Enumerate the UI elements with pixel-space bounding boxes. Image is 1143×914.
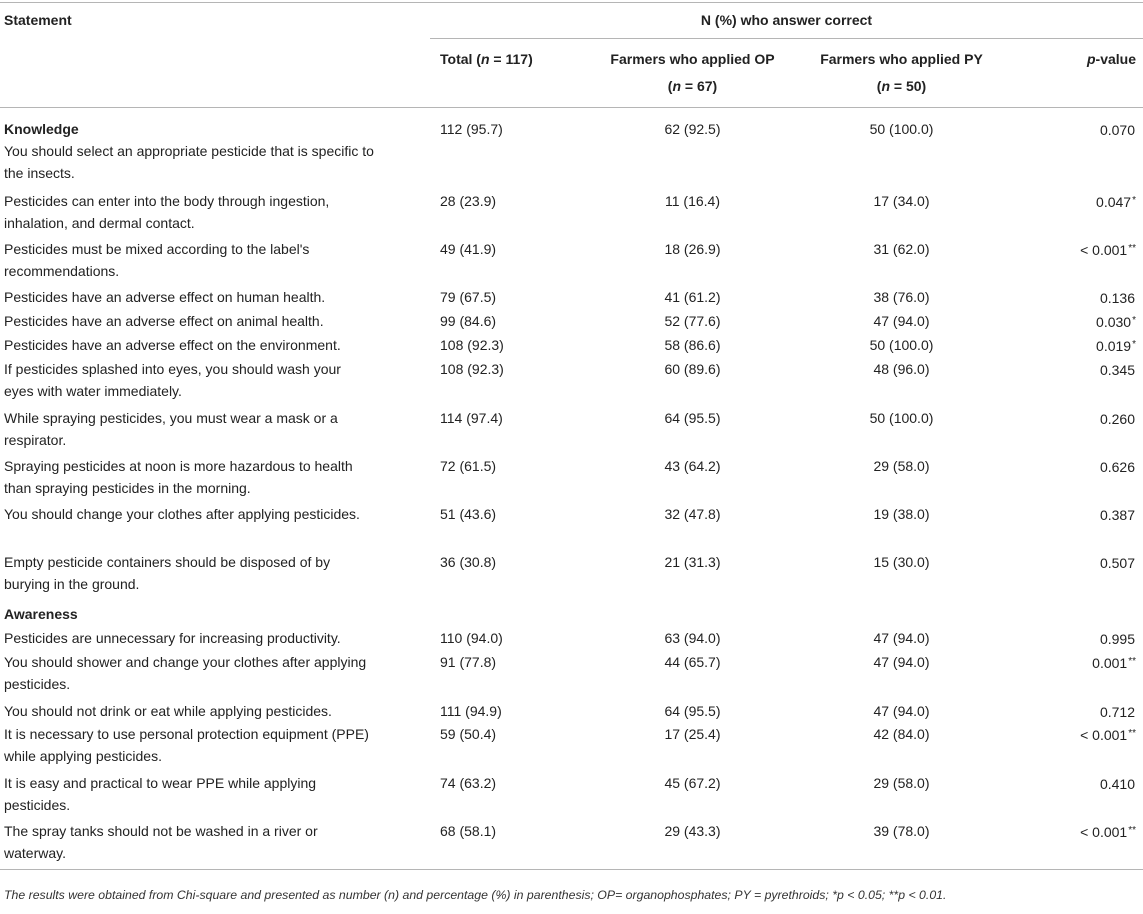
row-total: 79 (67.5) <box>440 289 497 305</box>
row-p-value <box>980 310 1136 333</box>
row-p-number: 0.712 <box>1099 704 1135 720</box>
row-statement: Pesticides can enter into the body through ingestion, inhalation, and dermal contact. <box>4 193 330 231</box>
header-bottom-rule <box>0 107 1143 108</box>
row-p-number: 0.387 <box>1099 507 1135 523</box>
row-p-value <box>980 772 1136 795</box>
row-total: 28 (23.9) <box>440 193 497 209</box>
row-p-value <box>980 407 1136 430</box>
row-p-value <box>980 358 1136 381</box>
row-p-value <box>980 334 1136 357</box>
row-op: 60 (89.6) <box>664 361 721 377</box>
row-p-number: 0.001 <box>1092 655 1128 671</box>
row-p-number: 0.995 <box>1099 631 1135 647</box>
row-significance-mark: * <box>1132 339 1136 350</box>
row-total: 72 (61.5) <box>440 458 497 474</box>
header-py: Farmers who applied PY <box>820 51 983 67</box>
row-p-value <box>980 190 1136 213</box>
row-statement: Pesticides must be mixed according to the label's recommendations. <box>4 241 310 279</box>
row-op: 32 (47.8) <box>664 506 721 522</box>
row-op: 62 (92.5) <box>664 121 721 137</box>
row-p-value <box>980 455 1136 478</box>
row-total: 91 (77.8) <box>440 654 497 670</box>
row-statement: It is necessary to use personal protection equipment (PPE) while applying pesticides. <box>4 726 369 764</box>
row-statement: It is easy and practical to wear PPE while applying pesticides. <box>4 775 317 813</box>
row-statement: Pesticides have an adverse effect on the environment. <box>4 337 341 353</box>
header-total: Total (n = 117) <box>440 51 533 67</box>
row-p-number: 0.136 <box>1099 290 1135 306</box>
row-py: 48 (96.0) <box>873 361 930 377</box>
row-py: 39 (78.0) <box>873 823 930 839</box>
row-total: 59 (50.4) <box>440 726 497 742</box>
row-op: 52 (77.6) <box>664 313 721 329</box>
row-py: 50 (100.0) <box>869 121 934 137</box>
row-p-number: 0.019 <box>1096 338 1132 354</box>
row-op: 63 (94.0) <box>664 630 721 646</box>
row-op: 44 (65.7) <box>664 654 721 670</box>
row-py: 47 (94.0) <box>873 654 930 670</box>
row-op: 58 (86.6) <box>664 337 721 353</box>
row-op: 45 (67.2) <box>664 775 721 791</box>
row-py: 29 (58.0) <box>873 458 930 474</box>
row-py: 47 (94.0) <box>873 630 930 646</box>
row-op: 17 (25.4) <box>664 726 721 742</box>
table-bottom-rule <box>0 869 1143 870</box>
row-py: 47 (94.0) <box>873 313 930 329</box>
row-py: 50 (100.0) <box>869 410 934 426</box>
row-p-number: 0.626 <box>1099 459 1135 475</box>
row-p-number: 0.410 <box>1099 776 1135 792</box>
header-group-rule <box>430 38 1143 39</box>
section-knowledge: Knowledge <box>4 121 79 137</box>
row-significance-mark: ** <box>1128 656 1136 667</box>
row-op: 21 (31.3) <box>664 554 721 570</box>
row-statement: While spraying pesticides, you must wear a mask or a respirator. <box>4 410 338 448</box>
row-p-number: 0.507 <box>1099 555 1135 571</box>
row-significance-mark: ** <box>1128 825 1136 836</box>
row-statement: Spraying pesticides at noon is more hazardous to health than spraying pesticides in the morning. <box>4 458 353 496</box>
section-awareness: Awareness <box>4 606 78 622</box>
row-total: 74 (63.2) <box>440 775 497 791</box>
row-p-number: 0.070 <box>1099 122 1135 138</box>
row-significance-mark: ** <box>1128 728 1136 739</box>
row-p-number: 0.047 <box>1096 194 1132 210</box>
row-op: 18 (26.9) <box>664 241 721 257</box>
row-total: 51 (43.6) <box>440 506 497 522</box>
row-p-value <box>980 820 1136 843</box>
header-statement: Statement <box>4 12 72 28</box>
row-total: 99 (84.6) <box>440 313 497 329</box>
header-op-n: (n = 67) <box>667 78 718 94</box>
row-p-number: < 0.001 <box>1080 727 1128 743</box>
row-p-number: < 0.001 <box>1080 242 1128 258</box>
row-statement: You should shower and change your clothes after applying pesticides. <box>4 654 367 692</box>
row-p-value <box>980 503 1136 526</box>
row-statement: You should select an appropriate pesticide that is specific to the insects. <box>4 143 374 181</box>
header-py-n: (n = 50) <box>876 78 927 94</box>
row-total: 68 (58.1) <box>440 823 497 839</box>
row-statement: You should not drink or eat while applying pesticides. <box>4 703 332 719</box>
row-significance-mark: * <box>1132 195 1136 206</box>
row-py: 29 (58.0) <box>873 775 930 791</box>
row-p-value <box>980 651 1136 674</box>
row-op: 29 (43.3) <box>664 823 721 839</box>
row-statement: Empty pesticide containers should be disposed of by burying in the ground. <box>4 554 331 592</box>
row-py: 50 (100.0) <box>869 337 934 353</box>
table-footnote: The results were obtained from Chi-square and presented as number (n) and percentage (%) in parenthesis; OP= organophosphates; PY = pyrethroids; *p < 0.05; **p < 0.01. <box>4 888 947 902</box>
header-op: Farmers who applied OP <box>610 51 775 67</box>
row-statement: Pesticides are unnecessary for increasing productivity. <box>4 630 341 646</box>
row-op: 64 (95.5) <box>664 703 721 719</box>
table-top-rule <box>0 2 1143 3</box>
row-op: 11 (16.4) <box>665 193 720 209</box>
row-p-value <box>980 723 1136 746</box>
row-py: 17 (34.0) <box>873 193 930 209</box>
row-py: 19 (38.0) <box>873 506 930 522</box>
row-op: 64 (95.5) <box>664 410 721 426</box>
row-p-number: < 0.001 <box>1080 824 1128 840</box>
row-total: 110 (94.0) <box>440 630 503 646</box>
row-p-number: 0.345 <box>1099 362 1135 378</box>
row-significance-mark: ** <box>1128 243 1136 254</box>
row-total: 108 (92.3) <box>440 337 504 353</box>
row-p-number: 0.260 <box>1099 411 1135 427</box>
header-group: N (%) who answer correct <box>700 12 873 28</box>
row-statement: If pesticides splashed into eyes, you should wash your eyes with water immediately. <box>4 361 341 399</box>
row-total: 36 (30.8) <box>440 554 497 570</box>
row-p-value <box>980 551 1136 574</box>
row-py: 38 (76.0) <box>873 289 930 305</box>
row-p-number: 0.030 <box>1096 314 1132 330</box>
row-total: 111 (94.9) <box>440 703 502 719</box>
row-py: 42 (84.0) <box>873 726 930 742</box>
row-statement: You should change your clothes after applying pesticides. <box>4 506 360 522</box>
row-total: 114 (97.4) <box>440 410 503 426</box>
row-total: 108 (92.3) <box>440 361 504 377</box>
row-total: 112 (95.7) <box>440 121 503 137</box>
row-p-value <box>980 238 1136 261</box>
row-statement: The spray tanks should not be washed in a river or waterway. <box>4 823 318 861</box>
row-p-value <box>980 700 1136 723</box>
row-py: 47 (94.0) <box>873 703 930 719</box>
row-p-value <box>980 118 1136 141</box>
row-op: 43 (64.2) <box>664 458 721 474</box>
row-op: 41 (61.2) <box>664 289 721 305</box>
row-statement: Pesticides have an adverse effect on animal health. <box>4 313 324 329</box>
row-p-value <box>980 627 1136 650</box>
header-p-value: p-value <box>1086 51 1136 67</box>
row-py: 15 (30.0) <box>873 554 930 570</box>
row-significance-mark: * <box>1132 315 1136 326</box>
row-statement: Pesticides have an adverse effect on human health. <box>4 289 326 305</box>
row-py: 31 (62.0) <box>873 241 930 257</box>
row-total: 49 (41.9) <box>440 241 497 257</box>
row-p-value <box>980 286 1136 309</box>
